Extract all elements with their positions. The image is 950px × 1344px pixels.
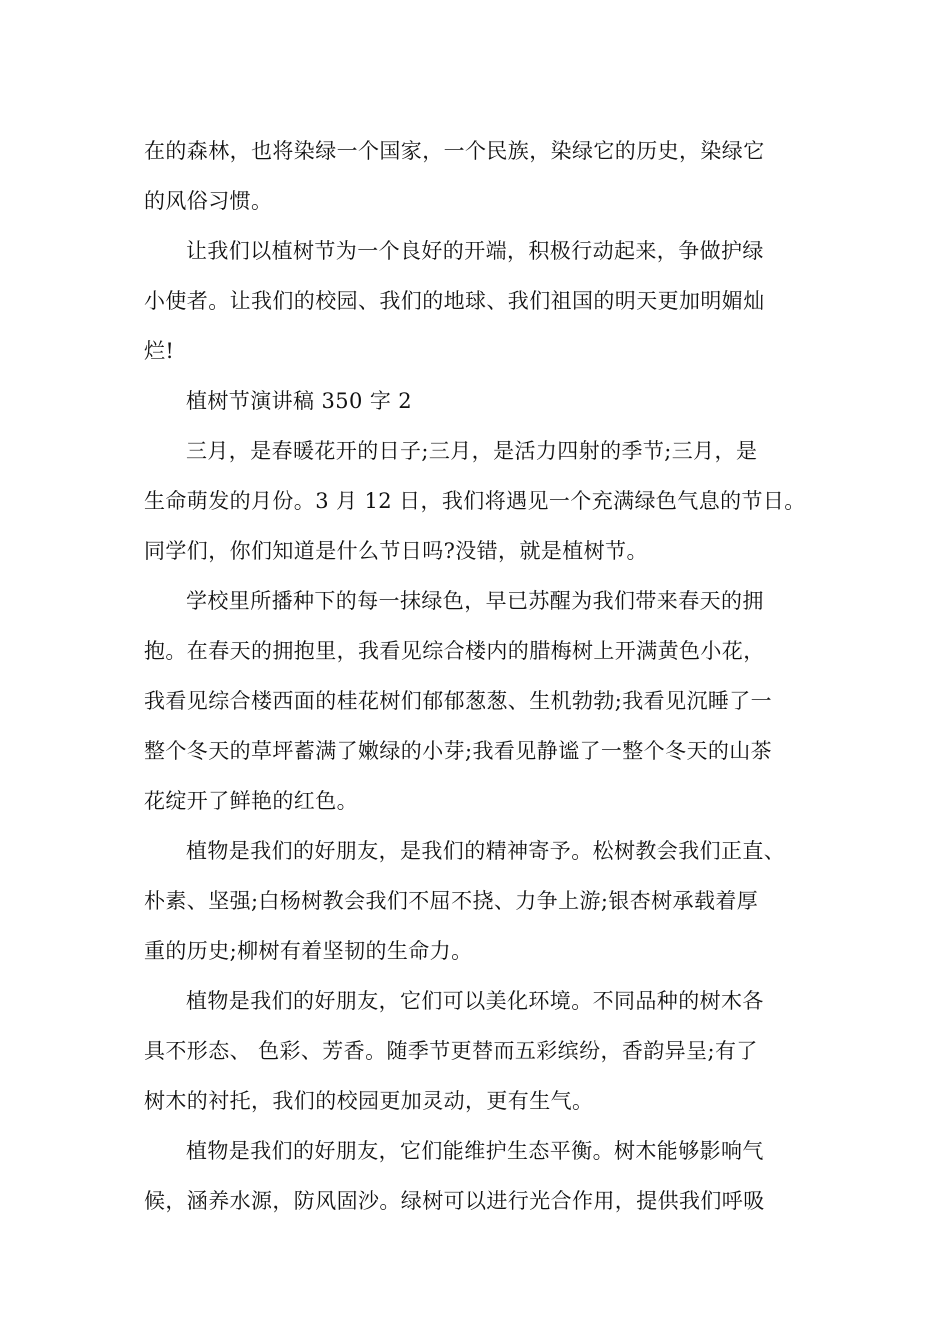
paragraph-line: 同学们，你们知道是什么节日吗?没错，就是植树节。 <box>144 539 648 563</box>
paragraph-line: 朴素、坚强;白杨树教会我们不屈不挠、力争上游;银杏树承载着厚 <box>144 889 759 913</box>
paragraph-line: 整个冬天的草坪蓄满了嫩绿的小芽;我看见静谧了一整个冬天的山茶 <box>144 739 773 763</box>
paragraph-line: 花绽开了鲜艳的红色。 <box>144 789 358 813</box>
paragraph-line: 学校里所播种下的每一抹绿色，早已苏醒为我们带来春天的拥 <box>186 589 764 613</box>
paragraph-line: 让我们以植树节为一个良好的开端，积极行动起来，争做护绿 <box>186 239 764 263</box>
paragraph-line: 我看见综合楼西面的桂花树们郁郁葱葱、生机勃勃;我看见沉睡了一 <box>144 689 773 713</box>
section-heading: 植树节演讲稿 350 字 2 <box>186 389 413 413</box>
paragraph-line: 生命萌发的月份。3 月 12 日，我们将遇见一个充满绿色气息的节日。 <box>144 489 806 513</box>
paragraph-line: 小使者。让我们的校园、我们的地球、我们祖国的明天更加明媚灿 <box>144 289 765 313</box>
paragraph-line: 三月，是春暖花开的日子;三月，是活力四射的季节;三月，是 <box>186 439 758 463</box>
paragraph-line: 树木的衬托，我们的校园更加灵动，更有生气。 <box>144 1089 594 1113</box>
paragraph-line: 重的历史;柳树有着坚韧的生命力。 <box>144 939 473 963</box>
paragraph-line: 植物是我们的好朋友，是我们的精神寄予。松树教会我们正直、 <box>186 839 786 863</box>
paragraph-line: 植物是我们的好朋友，它们能维护生态平衡。树木能够影响气 <box>186 1139 764 1163</box>
paragraph-line: 具不形态、 色彩、芳香。随季节更替而五彩缤纷，香韵异呈;有了 <box>144 1039 758 1063</box>
paragraph-line: 抱。在春天的拥抱里，我看见综合楼内的腊梅树上开满黄色小花， <box>144 639 765 663</box>
paragraph-line: 植物是我们的好朋友，它们可以美化环境。不同品种的树木各 <box>186 989 764 1013</box>
paragraph-line: 的风俗习惯。 <box>144 189 273 213</box>
paragraph-line: 候，涵养水源，防风固沙。绿树可以进行光合作用，提供我们呼吸 <box>144 1189 765 1213</box>
paragraph-line: 烂! <box>144 339 175 363</box>
paragraph-line: 在的森林，也将染绿一个国家，一个民族，染绿它的历史，染绿它 <box>144 139 765 163</box>
